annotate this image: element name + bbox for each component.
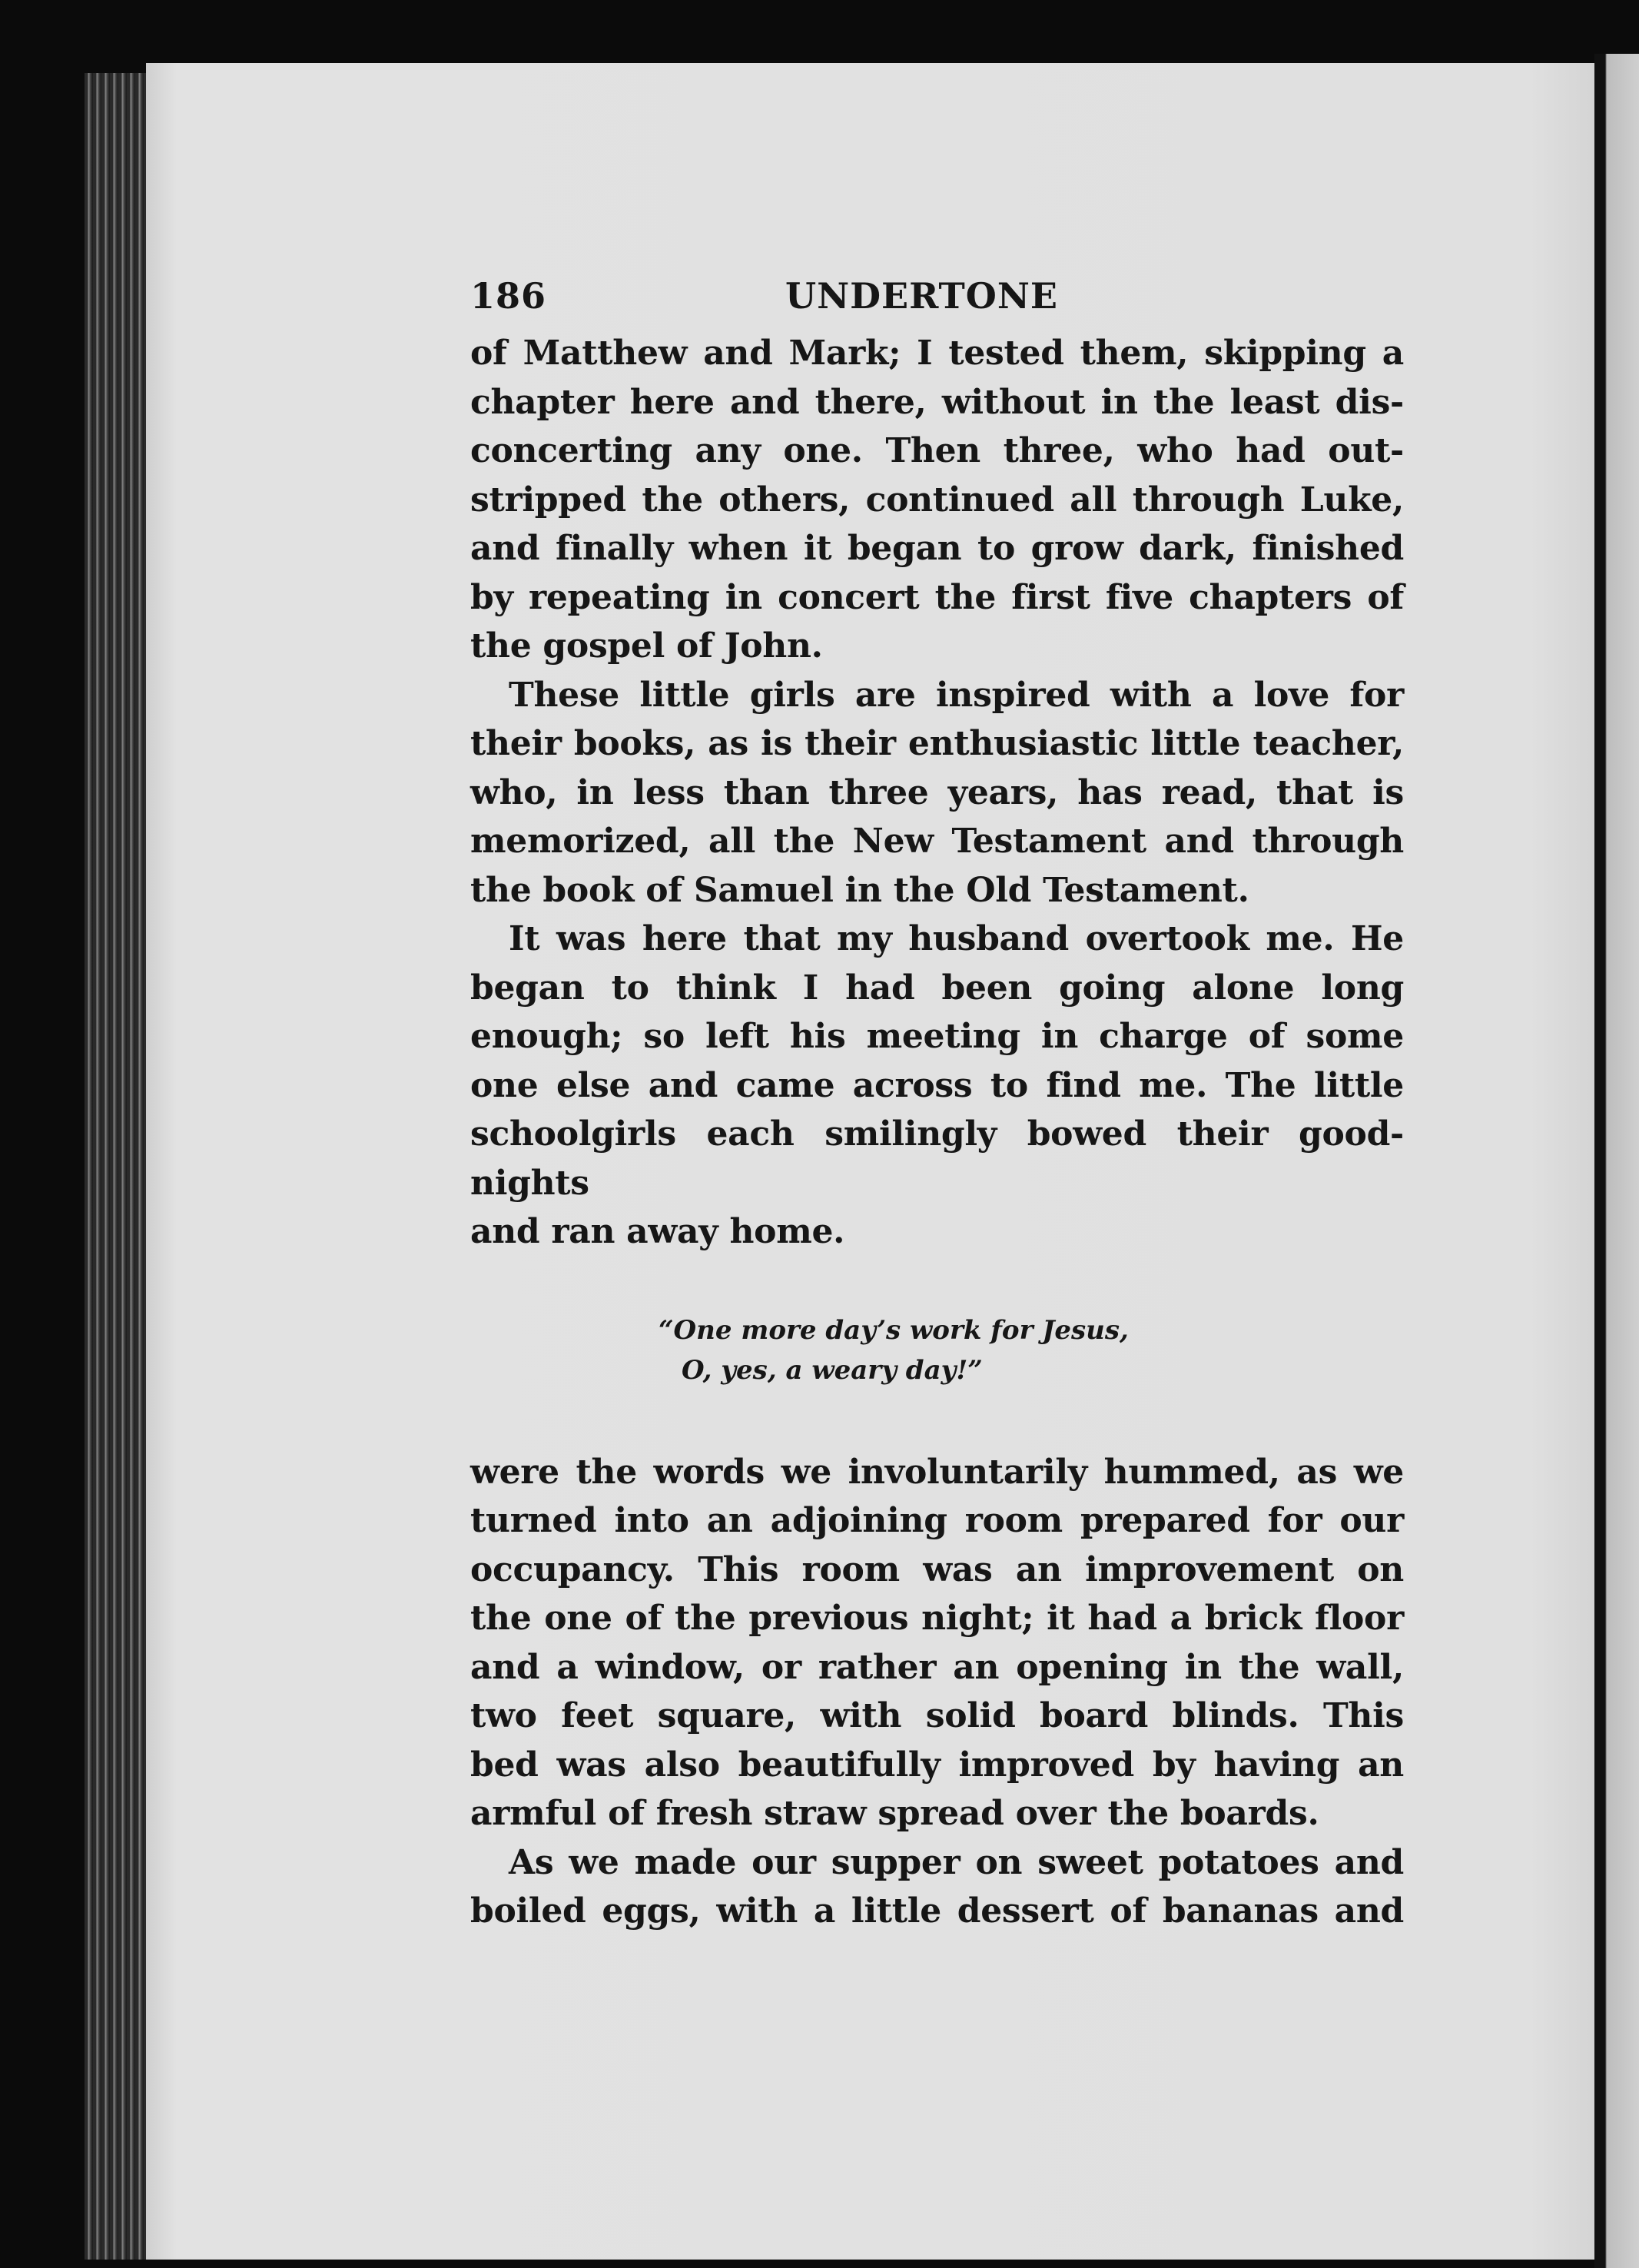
page-number: 186 [470, 275, 547, 317]
paragraph-5 [470, 1838, 1404, 1936]
facing-page-edge [1594, 54, 1639, 2268]
page-content [470, 275, 1404, 1936]
text-line: turned into an adjoining room prepared for our [470, 1501, 1404, 1540]
hymn-line-1: “One more day’s work for Jesus, [659, 1314, 1129, 1346]
text-line: began to think I had been going alone long [470, 968, 1404, 1008]
text-line: boiled eggs, with a little dessert of bananas and [470, 1891, 1404, 1931]
text-line: of Matthew and Mark; I tested them, skipping a [470, 334, 1404, 373]
text-line: memorized, all the New Testament and through [470, 822, 1404, 861]
text-line: stripped the others, continued all through Luke, [470, 480, 1404, 520]
hymn-line-2: O, yes, a weary day!” [682, 1354, 983, 1386]
text-line: concerting any one. Then three, who had out- [470, 431, 1404, 470]
text-line: chapter here and there, without in the least dis- [470, 382, 1404, 422]
text-line: These little girls are inspired with a love for [509, 675, 1404, 715]
text-line: It was here that my husband overtook me. He [509, 919, 1404, 958]
text-line: schoolgirls each smilingly bowed their good-nights [470, 1114, 1404, 1203]
running-title: UNDERTONE [785, 275, 1058, 317]
text-line: the one of the previous night; it had a brick floor [470, 1599, 1404, 1638]
text-line: one else and came across to find me. The little [470, 1065, 1404, 1105]
text-line: were the words we involuntarily hummed, as we [470, 1452, 1404, 1492]
text-line: their books, as is their enthusiastic little teacher, [470, 724, 1404, 763]
text-line: occupancy. This room was an improvement on [470, 1549, 1404, 1589]
running-head [470, 275, 1404, 329]
paragraph-3 [470, 915, 1404, 1257]
text-line: enough; so left his meeting in charge of some [470, 1017, 1404, 1056]
paragraph-4 [470, 1448, 1404, 1838]
text-line: bed was also beautifully improved by having an [470, 1745, 1404, 1785]
text-line: who, in less than three years, has read, that is [470, 772, 1404, 812]
text-line: armful of fresh straw spread over the boards. [470, 1794, 1319, 1833]
text-line: As we made our supper on sweet potatoes and [509, 1842, 1404, 1882]
hymn-quotation [659, 1310, 1404, 1390]
page-stack-edges [85, 73, 146, 2260]
text-line: and ran away home. [470, 1212, 845, 1251]
text-line: by repeating in concert the first five chapters of [470, 577, 1404, 617]
text-line: and a window, or rather an opening in the wall, [470, 1647, 1404, 1687]
text-line: the gospel of John. [470, 626, 823, 666]
text-line: and finally when it began to grow dark, finished [470, 529, 1404, 568]
text-line: two feet square, with solid board blinds. This [470, 1696, 1404, 1735]
text-line: the book of Samuel in the Old Testament. [470, 870, 1249, 910]
paragraph-1 [470, 329, 1404, 671]
paragraph-2 [470, 671, 1404, 915]
